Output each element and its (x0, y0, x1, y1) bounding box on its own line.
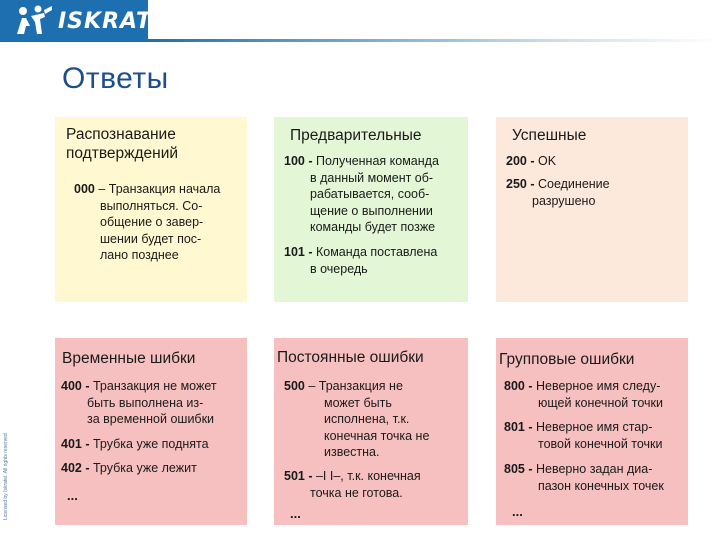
card-acknowledgement (55, 117, 247, 302)
response-401: 401 - Трубка уже поднята (61, 437, 209, 451)
response-800: 800 - Неверное имя следу- ющей конечной точки (504, 379, 663, 410)
card-group-errors (496, 338, 688, 525)
card-title: Постоянные ошибки (277, 349, 424, 366)
response-805: 805 - Неверно задан диа- пазон конечных точек (504, 462, 664, 493)
ellipsis: ... (512, 504, 523, 519)
logo-text: ISKRATEL (58, 9, 183, 34)
card-permanent-errors (274, 338, 468, 525)
response-000: 000 – Транзакция начала выполняться. Со- общение о завер- шении будет пос- лано позднее (74, 182, 221, 262)
card-title: Предварительные (290, 127, 422, 144)
card-title: Временные шибки (62, 350, 196, 367)
response-402: 402 - Трубка уже лежит (61, 461, 197, 475)
response-501: 501 - –I I–, т.к. конечная точка не готова. (284, 469, 421, 500)
response-101: 101 - Команда поставлена в очередь (284, 245, 438, 276)
logo-figures-icon (14, 4, 54, 38)
copyright-note: Licensed by Iskratel. All rights reserved (3, 433, 9, 520)
card-preliminary (274, 117, 468, 302)
card-temporary-errors (55, 338, 247, 525)
response-400: 400 - Транзакция не может быть выполнена из- за временной ошибки (61, 379, 217, 426)
response-200: 200 - OK (506, 154, 557, 168)
response-500: 500 – Транзакция не может быть исполнена, т.к. конечная точка не известна. (284, 379, 430, 459)
logo (0, 0, 183, 42)
response-250: 250 - Соединение разрушено (506, 177, 610, 208)
card-title: Успешные (512, 127, 587, 144)
ellipsis: ... (67, 488, 78, 503)
header-divider (148, 39, 720, 42)
card-title: Групповые ошибки (499, 351, 635, 368)
response-100: 100 - Полученная команда в данный момент об- рабатывается, сооб- щение о выполнении команды будет позже (284, 154, 439, 234)
ellipsis: ... (290, 506, 301, 521)
header (0, 0, 720, 44)
response-801: 801 - Неверное имя стар- товой конечной точки (504, 420, 663, 451)
card-successful (496, 117, 688, 302)
card-title: Распознавание подтверждений (66, 126, 179, 162)
page-title: Ответы (62, 62, 169, 95)
